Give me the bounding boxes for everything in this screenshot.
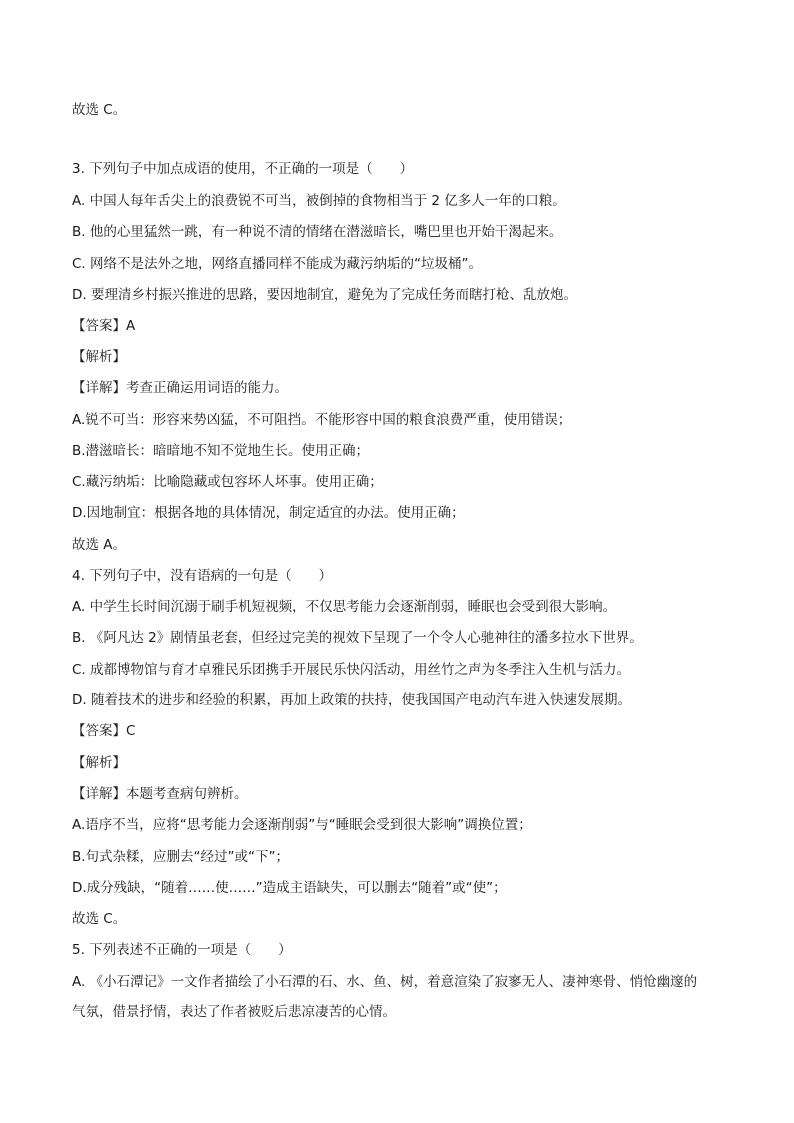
analysis-label: 【解析】	[72, 755, 126, 771]
text-line: 故选 C。	[72, 911, 127, 927]
question-5-option-a-cont: 气氛，借景抒情，表达了作者被贬后悲凉凄苦的心情。	[72, 1004, 396, 1020]
question-3-option-a: A. 中国人每年舌尖上的浪费锐不可当，被倒掉的食物相当于 2 亿多人一年的口粮。	[72, 193, 566, 209]
question-3-option-b: B. 他的心里猛然一跳，有一种说不清的情绪在潜滋暗长，嘴巴里也开始干渴起来。	[72, 224, 563, 240]
detail-line: B.潜滋暗长：暗暗地不知不觉地生长。使用正确；	[72, 443, 370, 459]
question-4-option-d: D. 随着技术的进步和经验的积累，再加上政策的扶持，使我国国产电动汽车进入快速发展期。	[72, 692, 631, 708]
question-5-option-a: A. 《小石潭记》一文作者描绘了小石潭的石、水、鱼、树，着意渲染了寂寥无人、凄神寒骨、悄怆幽邃的	[72, 974, 698, 990]
question-4-stem: 4. 下列句子中，没有语病的一句是（ ）	[72, 568, 333, 584]
question-4-option-a: A. 中学生长时间沉溺于刷手机短视频，不仅思考能力会逐渐削弱，睡眠也会受到很大影响。	[72, 599, 617, 615]
detail-line: D.因地制宜：根据各地的具体情况，制定适宜的办法。使用正确；	[72, 505, 465, 521]
detail-line: B.句式杂糅，应删去“经过”或“下”；	[72, 849, 290, 865]
detail-line: 【详解】考查正确运用词语的能力。	[72, 380, 288, 396]
detail-line: A.锐不可当：形容来势凶猛，不可阻挡。不能形容中国的粮食浪费严重，使用错误；	[72, 412, 572, 428]
question-4-option-b: B. 《阿凡达 2》剧情虽老套，但经过完美的视效下呈现了一个令人心驰神往的潘多拉水下世界。	[72, 630, 643, 646]
question-4-option-c: C. 成都博物馆与育才卓雅民乐团携手开展民乐快闪活动，用丝竹之声为冬季注入生机与活力。	[72, 662, 631, 678]
analysis-label: 【解析】	[72, 349, 126, 365]
question-3-option-d: D. 要理清乡村振兴推进的思路，要因地制宜，避免为了完成任务而瞎打枪、乱放炮。	[72, 287, 577, 303]
question-3-stem: 3. 下列句子中加点成语的使用，不正确的一项是（ ）	[72, 161, 414, 177]
detail-line: A.语序不当，应将“思考能力会逐渐削弱”与“睡眠会受到很大影响”调换位置；	[72, 817, 532, 833]
detail-line: 【详解】本题考查病句辨析。	[72, 786, 248, 802]
question-5-stem: 5. 下列表述不正确的一项是（ ）	[72, 942, 292, 958]
detail-line: C.藏污纳垢：比喻隐藏或包容坏人坏事。使用正确；	[72, 474, 383, 490]
answer-label: 【答案】C	[72, 723, 136, 739]
answer-label: 【答案】A	[72, 318, 136, 334]
text-line: 故选 A。	[72, 537, 127, 553]
detail-line: D.成分残缺，“随着……使……”造成主语缺失，可以删去“随着”或“使”；	[72, 880, 507, 896]
text-line: 故选 C。	[72, 102, 127, 118]
question-3-option-c: C. 网络不是法外之地，网络直播同样不能成为藏污纳垢的“垃圾桶”。	[72, 256, 482, 272]
